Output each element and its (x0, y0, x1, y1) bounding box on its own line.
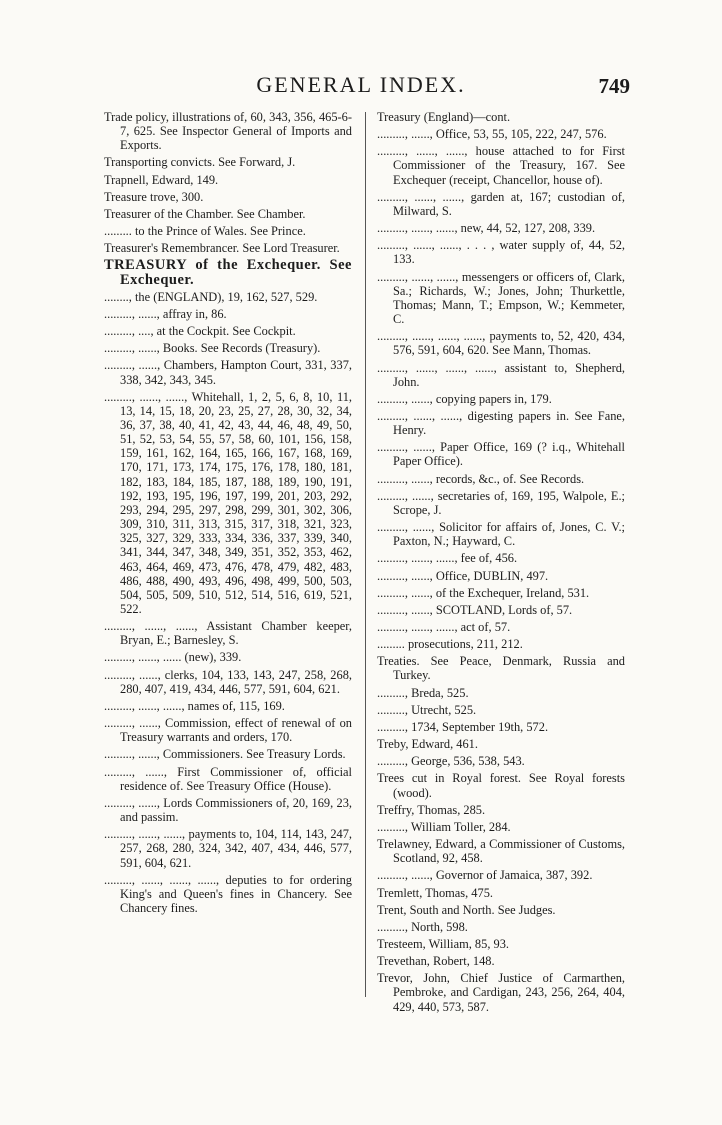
index-entry: ........., ......, ......, ......, payments to, 52, 420, 434, 576, 591, 604, 620. See Mann, Thomas. (377, 329, 629, 358)
index-entry: ........., ......, Office, 53, 55, 105, 222, 247, 576. (377, 127, 607, 142)
index-entry: Treasury (England)—cont. (377, 110, 511, 124)
right-column (377, 110, 629, 1017)
index-entry: Trent, South and North. See Judges. (377, 902, 556, 917)
page-title: GENERAL INDEX. (256, 72, 466, 97)
left-column (104, 110, 357, 918)
index-entry: Trevethan, Robert, 148. (377, 954, 495, 969)
index-entry-heading: TREASURY of the Exchequer. See Exchequer. (104, 257, 357, 288)
index-entry: ........., ......, ......, garden at, 167; custodian of, Milward, S. (377, 189, 629, 218)
index-entry: Trade policy, illustrations of, 60, 343, 356, 465-6-7, 625. See Inspector General of Imports and Exports. (104, 110, 356, 153)
index-entry: ........., ......, ......, Whitehall, 1, 2, 5, 6, 8, 10, 11, 13, 14, 15, 18, 20, 23, 25, 27, 28, 30, 32, 34, 36, 37, 38, 40, 41, 42, 43, 44, 46, 48, 49, 50, 51, 52, 53, 54, 55, 57, 58, 60, 101, 156, 158, 159, 161, 162, 164, 165, 166, 167, 168, 169, 170, 171, 173, 174, 175, 176, 178, 180, 181, 182, 183, 184, 185, 187, 188, 189, 190, 191, 192, 193, 195, 196, 197, 199, 201, 203, 292, 293, 294, 295, 297, 298, 299, 301, 302, 306, 309, 310, 311, 313, 315, 317, 318, 321, 323, 325, 327, 329, 333, 334, 336, 337, 339, 340, 341, 344, 347, 348, 349, 351, 352, 353, 462, 463, 464, 469, 473, 476, 478, 479, 482, 483, 486, 488, 490, 493, 496, 498, 499, 500, 503, 504, 505, 509, 510, 512, 514, 516, 619, 521, 522. (104, 389, 356, 616)
index-entry: ........., 1734, September 19th, 572. (377, 719, 549, 734)
index-entry: ........., ......, ......, messengers or officers of, Clark, Sa.; Richards, W.; Jones, John; Thurkettle, Thomas; Mann, T.; Empson, W.; Kemmeter, C. (377, 269, 629, 327)
index-entry: ........, the (ENGLAND), 19, 162, 527, 529. (104, 289, 318, 304)
index-entry: ......... to the Prince of Wales. See Prince. (104, 224, 306, 239)
index-entry: Treffry, Thomas, 285. (377, 802, 486, 817)
index-entry: ......... prosecutions, 211, 212. (377, 637, 523, 652)
index-entry: ........., ......, ......, ......, assistant to, Shepherd, John. (377, 360, 629, 389)
index-entry: ........., George, 536, 538, 543. (377, 754, 525, 769)
page-number: 749 (598, 74, 630, 98)
index-entry: Trelawney, Edward, a Commissioner of Customs, Scotland, 92, 458. (377, 837, 629, 866)
index-entry: ........., ......, Chambers, Hampton Court, 331, 337, 338, 342, 343, 345. (104, 358, 356, 387)
index-entry: ........., ......, Solicitor for affairs of, Jones, C. V.; Paxton, N.; Hayward, C. (377, 520, 629, 549)
index-entry: ........., ......, Office, DUBLIN, 497. (377, 568, 549, 583)
index-entry: Treasure trove, 300. (104, 189, 204, 204)
index-entry: Tremlett, Thomas, 475. (377, 885, 493, 900)
index-entry: ........., ......, secretaries of, 169, 195, Walpole, E.; Scrope, J. (377, 488, 629, 517)
index-entry: ........., ......, copying papers in, 179. (377, 391, 552, 406)
index-entry: Treasurer's Remembrancer. See Lord Treasurer. (104, 241, 340, 256)
index-entry: ........., ......, ...... (new), 339. (104, 650, 242, 665)
index-entry: ........., William Toller, 284. (377, 819, 511, 834)
column-divider (365, 112, 366, 997)
index-entry: ........., ......, ......, new, 44, 52, 127, 208, 339. (377, 221, 596, 236)
index-entry: ........., ......, SCOTLAND, Lords of, 57. (377, 602, 573, 617)
index-entry: ........., ......, Commissioners. See Treasury Lords. (104, 747, 346, 762)
index-entry: ........., ......, ......, . . . , water supply of, 44, 52, 133. (377, 238, 629, 267)
index-entry: ........., ......, ......, payments to, 104, 114, 143, 247, 257, 268, 280, 324, 342, 407, 434, 446, 577, 591, 604, 621. (104, 827, 356, 870)
index-entry: ........., ......, of the Exchequer, Ireland, 531. (377, 585, 590, 600)
index-entry: ........., ......, records, &c., of. See Records. (377, 471, 585, 486)
index-entry: Transporting convicts. See Forward, J. (104, 155, 296, 170)
index-entry: Trapnell, Edward, 149. (104, 172, 219, 187)
index-entry: Trees cut in Royal forest. See Royal forests (wood). (377, 771, 629, 800)
index-entry: ........., ......, ......, house attached to for First Commissioner of the Treasury, 167. See Exchequer (receipt, Chancellor, house of). (377, 144, 629, 187)
index-entry: ........., ......, Books. See Records (Treasury). (104, 341, 321, 356)
index-entry: ........., ......, ......, digesting papers in. See Fane, Henry. (377, 408, 629, 438)
index-entry: Treasurer of the Chamber. See Chamber. (104, 206, 306, 221)
index-entry: ........., ......, Lords Commissioners of, 20, 169, 23, and passim. (104, 795, 356, 825)
index-entry: Treaties. See Peace, Denmark, Russia and Turkey. (377, 654, 628, 683)
index-entry: ........., ......, ......, Assistant Chamber keeper, Bryan, E.; Barnesley, S. (104, 619, 356, 648)
index-entry: ........., ......, affray in, 86. (104, 306, 227, 321)
index-entry: ........., ......, ......, fee of, 456. (377, 551, 518, 566)
index-entry: ........., ...., at the Cockpit. See Cockpit. (104, 324, 296, 339)
index-entry: ........., North, 598. (377, 919, 468, 934)
index-entry: ........., ......, ......, act of, 57. (377, 620, 511, 634)
index-entry: ........., ......, ......, ......, deputies to for ordering King's and Queen's fines in Chancery. See Chancery fines. (104, 872, 356, 915)
index-entry: ........., Breda, 525. (377, 685, 469, 700)
index-entry: ........., ......, Commission, effect of renewal of on Treasury warrants and orders, 170. (104, 716, 355, 745)
index-entry: Treby, Edward, 461. (377, 737, 478, 752)
index-entry: Tresteem, William, 85, 93. (377, 936, 510, 951)
index-entry: ........., ......, First Commissioner of, official residence of. See Treasury Office (House). (104, 764, 356, 793)
index-entry: ........., ......, Paper Office, 169 (? i.q., Whitehall Paper Office). (377, 440, 629, 469)
index-entry: ........., ......, Governor of Jamaica, 387, 392. (377, 868, 593, 883)
index-entry: ........., ......, clerks, 104, 133, 143, 247, 258, 268, 280, 407, 419, 434, 446, 577, 591, 604, 621. (104, 667, 356, 696)
index-entry: ........., ......, ......, names of, 115, 169. (104, 698, 285, 713)
index-entry: ........., Utrecht, 525. (377, 702, 477, 717)
index-entry: Trevor, John, Chief Justice of Carmarthen, Pembroke, and Cardigan, 243, 256, 264, 404, 429, 440, 573, 587. (377, 971, 629, 1014)
